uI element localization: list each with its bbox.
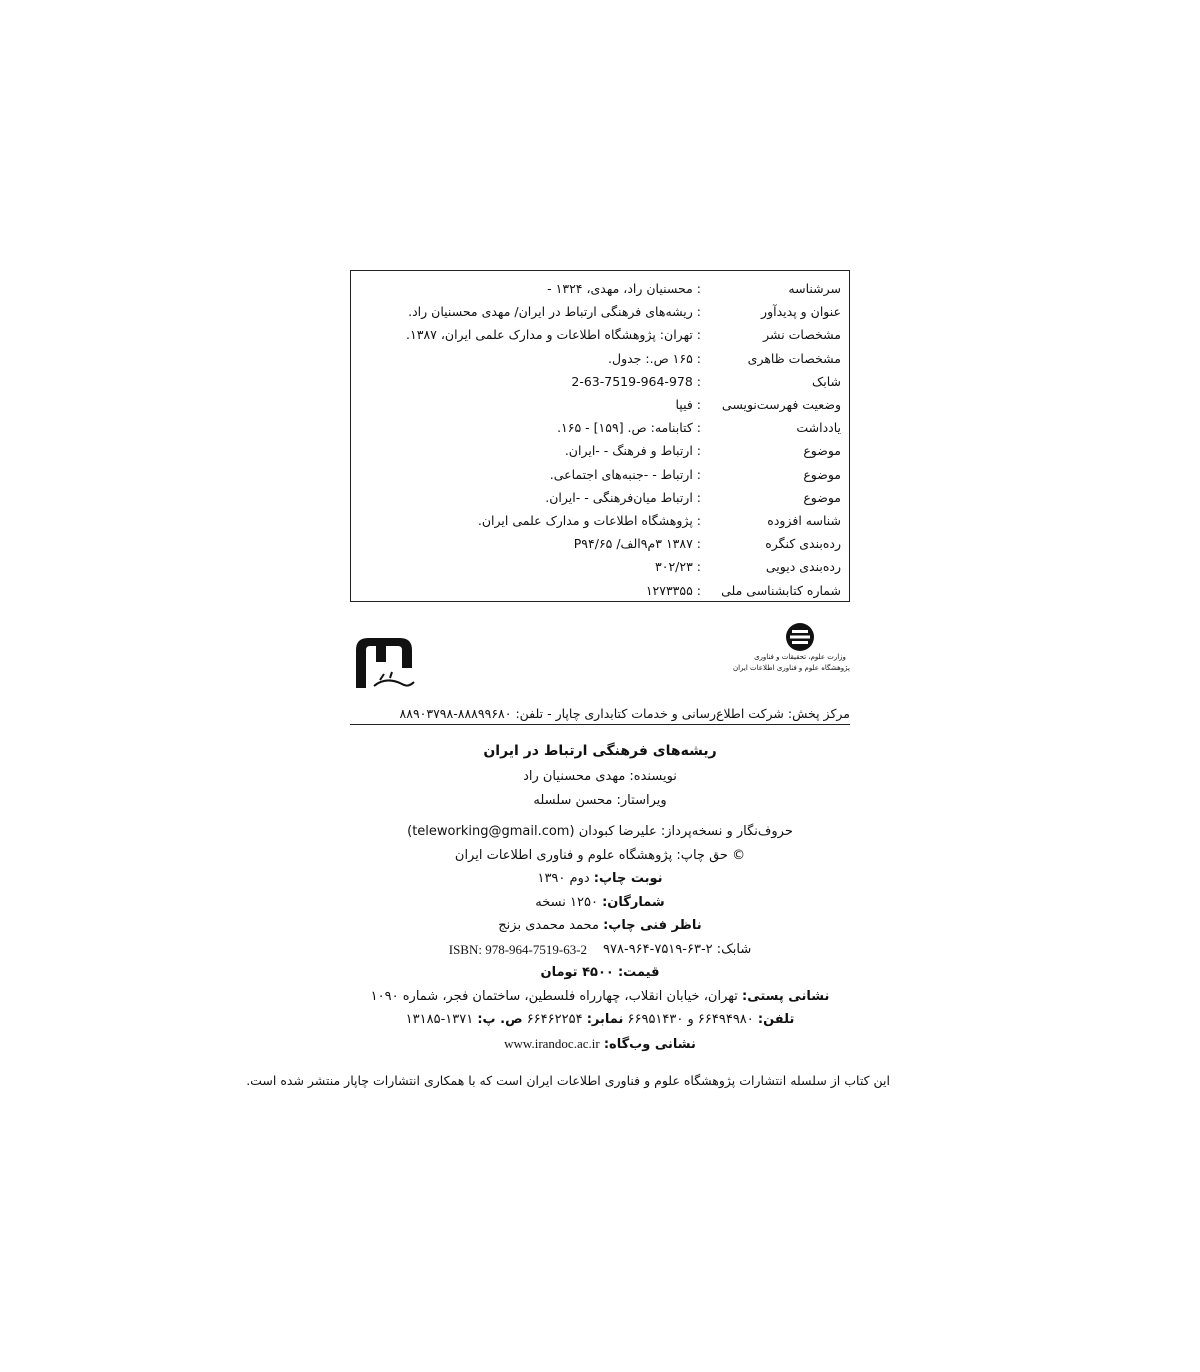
catalog-row-value: : محسنیان راد، مهدی، ۱۳۲۴ - [547,281,701,297]
catalog-row-value: : ۱۲۷۳۳۵۵ [645,582,701,598]
catalog-row-label: وضعیت فهرست‌نویسی [721,397,841,413]
edition-value: دوم ۱۳۹۰ [537,871,590,886]
catalog-row-label: سرشناسه [788,281,841,297]
phone-label: تلفن: [757,1012,795,1027]
typesetter-line [300,820,900,844]
catalog-row-label: مشخصات ظاهری [747,350,841,366]
catalog-row-label: رده‌بندی دیویی [765,559,841,575]
catalog-row-label: عنوان و پدیدآور [761,304,841,320]
pobox-value: ۱۳۷۱-۱۳۱۸۵ [405,1012,474,1027]
institute-ministry-line: وزارت علوم، تحقیقات و فناوری [754,653,846,661]
catalog-row-value: : ریشه‌های فرهنگی ارتباط در ایران/ مهدی محسنیان راد. [408,304,701,320]
catalog-row [359,416,841,439]
catalog-row-label: شابک [812,373,841,389]
catalog-row [359,439,841,462]
phone-value: ۶۶۴۹۴۹۸۰ و ۶۶۹۵۱۴۳۰ [627,1012,754,1027]
typesetter-name: حروف‌نگار و نسخه‌پرداز: علیرضا کبودان [578,824,793,839]
catalog-row-label: رده‌بندی کنگره [765,536,841,552]
supervisor-line [300,914,900,938]
catalog-row-value: : پژوهشگاه اطلاعات و مدارک علمی ایران. [477,512,701,528]
fax-label: نمابر: [586,1012,624,1027]
catalog-row [359,393,841,416]
catalog-row-value: : 2-63-7519-964-978 [571,373,701,389]
isbn-english: ISBN: 978-964-7519-63-2 [448,941,588,957]
catalog-row [359,370,841,393]
website-link[interactable]: www.irandoc.ac.ir [504,1035,600,1051]
catalog-row-value: : ارتباط - -جنبه‌های اجتماعی. [549,466,701,482]
address-label: نشانی پستی: [742,988,830,1004]
catalog-row-label: موضوع [803,466,841,482]
edition-label: نوبت چاپ: [593,871,663,886]
catalog-row-value: : ۳۰۲/۲۳ [655,559,701,575]
typesetter-email: (teleworking@gmail.com) [407,824,575,839]
catalog-row [359,277,841,300]
irandoc-emblem-icon [785,622,815,652]
catalog-row-label: شناسه افزوده [767,512,841,528]
catalog-row-label: موضوع [803,443,841,459]
cataloging-in-publication-box [350,270,850,602]
catalog-row [359,486,841,509]
copyright-line: © حق چاپ: پژوهشگاه علوم و فناوری اطلاعات ایران [454,847,746,863]
website-label: نشانی وب‌گاه: [603,1036,696,1052]
price-line [300,961,900,985]
price-value: ۴۵۰۰ تومان [540,965,614,980]
price-label: قیمت: [617,965,660,980]
contact-line [300,1008,900,1032]
editor-line: ویراستار: محسن سلسله [533,792,667,808]
series-note: این کتاب از سلسله انتشارات پژوهشگاه علوم و فناوری اطلاعات ایران است که با همکاری انتشارات چاپار منتشر شده است. [246,1073,890,1088]
catalog-row-value: : ارتباط میان‌فرهنگی - -ایران. [545,489,701,505]
catalog-row [359,300,841,323]
catalog-row-value: : تهران: پژوهشگاه اطلاعات و مدارک علمی ایران، ۱۳۸۷. [406,327,701,343]
edition-line [300,867,900,891]
address-value: تهران، خیابان انقلاب، چهارراه فلسطین، ساختمان فجر، شماره ۱۰۹۰ [370,988,738,1004]
copies-value: ۱۲۵۰ نسخه [535,894,598,910]
catalog-row-label: یادداشت [796,420,841,436]
irandoc-institute-logo [732,622,850,700]
catalog-row [359,509,841,532]
catalog-row-label: مشخصات نشر [763,327,841,343]
distribution-line: مرکز پخش: شرکت اطلاع‌رسانی و خدمات کتابداری چاپار - تلفن: ۸۸۸۹۹۶۸۰-۸۸۹۰۳۷۹۸ [350,706,850,725]
pobox-label: ص. پ: [477,1012,523,1027]
chapar-publisher-logo [350,628,420,694]
isbn-line [300,938,900,962]
catalog-row-label: شماره کتابشناسی ملی [721,582,841,598]
fax-value: ۶۶۴۶۲۲۵۴ [526,1012,583,1027]
catalog-row [359,578,841,601]
catalog-row [359,555,841,578]
isbn-persian: شابک: ۲-۶۳-۷۵۱۹-۹۶۴-۹۷۸ [603,941,752,957]
supervisor-value: محمد محمدی بزنج [498,918,599,933]
catalog-row-label: موضوع [803,489,841,505]
supervisor-label: ناظر فنی چاپ: [603,918,702,933]
copies-label: شمارگان: [602,894,665,910]
imprint-block [300,738,900,1055]
copies-line [300,891,900,915]
catalog-row-value: : کتابنامه: ص. [۱۵۹] - ۱۶۵. [557,420,701,436]
catalog-row [359,347,841,370]
website-line [300,1032,900,1056]
book-title: ریشه‌های فرهنگی ارتباط در ایران [483,743,717,759]
institute-name-line: پژوهشگاه علوم و فناوری اطلاعات ایران [732,664,850,672]
catalog-row [359,463,841,486]
logos-row [350,622,850,700]
address-line [300,985,900,1009]
chapar-logo-icon [350,628,420,694]
catalog-row [359,532,841,555]
catalog-row-value: : ارتباط و فرهنگ - -ایران. [564,443,701,459]
author-line: نویسنده: مهدی محسنیان راد [523,769,677,784]
catalog-row-value: : فیپا [675,397,701,413]
catalog-row [359,323,841,346]
catalog-row-value: : ۱۶۵ ص.: جدول. [608,350,701,366]
catalog-row-value: : ۱۳۸۷ ۳م۹الف/ P۹۴/۶۵ [573,536,701,552]
